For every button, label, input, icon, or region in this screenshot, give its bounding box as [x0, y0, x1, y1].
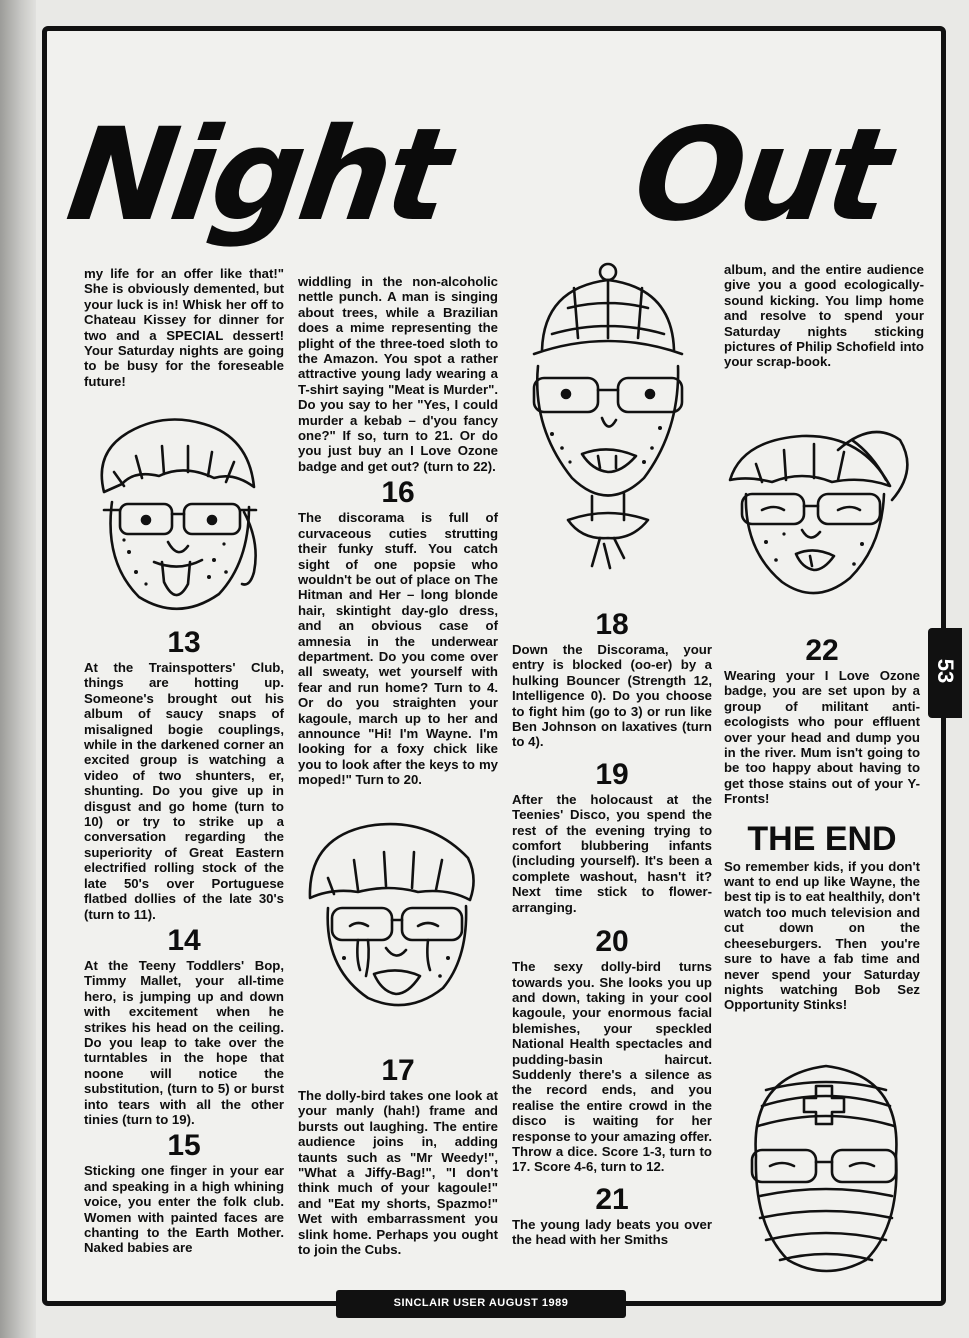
section-15-number: 15 [167, 1129, 201, 1163]
section-16-number: 16 [381, 476, 415, 510]
column-3 [512, 606, 712, 1248]
the-end-heading: THE END [747, 819, 897, 858]
title-word-night: Night [59, 101, 456, 250]
section-17-text: The dolly-bird takes one look at your manly (hah!) frame and bursts out laughing. The entire audience joins in, adding taunts such as "Mr Weedy!", "What a Jiffy-Bag!", "I don't think much of your kagoule!" and "Eat my shorts, Spazmo!" Wet with embarrassment you slink home. Perhaps you ought to join the Cubs. [298, 1088, 498, 1258]
footer-banner [336, 1290, 626, 1318]
column-2 [298, 274, 498, 788]
section-16-text: The discorama is full of curvaceous cuties strutting their funky stuff. You catch sight of one popsie who wouldn't be out of place on The Hitman and Her – long blonde hair, skintight day-glo dress, and an obvious case of amnesia in the underwear department. Do you come over all sweaty, wet yourself with fear and run home? Turn to 4. Or do you straighten your kagoule, march up to her and announce "Hi! I'm Wayne. I'm looking for a foxy chick like you to look after the keys to my moped!" Turn to 20. [298, 510, 498, 788]
section-17-number: 17 [381, 1054, 415, 1087]
the-end-text: So remember kids, if you don't want to end up like Wayne, the best tip is to eat healthily, don't watch too much television and cut down on the cheeseburgers. Then you're sure to have a fab time and never spend your Saturday nights watching Bob Sez Opportunity Stinks! [724, 858, 920, 1013]
col2-intro: widdling in the non-alcoholic nettle punch. A man is singing about trees, while a Brazilian does a mime representing the plight of the three-toed sloth to the Amazon. You spot a rather attractive young lady wearing a T-shirt saying "Meat is Murder". Do you say to her "Yes, I could murder a kebab – d'you fancy one?" If so, turn to 21. Or do you just buy an I Love Ozone badge and get out? (turn to 22). [298, 274, 498, 474]
section-22-number: 22 [805, 634, 839, 667]
section-20-number: 20 [595, 925, 629, 959]
wayne-face-crying-icon [298, 808, 488, 1018]
section-14-number: 14 [167, 923, 201, 957]
section-13-text: At the Trainspotters' Club, things are hotting up. Someone's brought out his album of saucy snaps of misaligned bogie couplings, while in the darkened corner an excited group is watching a video of two shunters, er, shunting. Do you give up in disgust and go home (turn to 10) or try to strike up a conversation regarding the superiority of Great Eastern electrified rolling stock of the late 50's over Portuguese flatbed dollies of the late 30's (turn to 11). [84, 660, 284, 922]
wayne-face-bandaged-icon [736, 1046, 916, 1286]
section-14-text: At the Teeny Toddlers' Bop, Timmy Mallet, your all-time hero, is jumping up and down with excitement when he strikes his head on the ceiling. Do you leap to take over the turntables in the hope that noone will notice the substitution, (turn to 5) or burst into tears with all the other tinies (turn to 19). [84, 957, 284, 1127]
section-18-number: 18 [595, 608, 629, 641]
section-13-number: 13 [167, 626, 201, 659]
wayne-face-cap-icon [512, 258, 712, 578]
section-18-text: Down the Discorama, your entry is blocked (oo-er) by a hulking Bouncer (Strength 12, Intelligence 0). Do you choose to fight him (go to 3) or run like Ben Johnson on laxatives (turn to 4). [512, 642, 712, 750]
column-2-lower [298, 1052, 498, 1257]
page-number: 53 [933, 658, 958, 684]
col4-intro: album, and the entire audience give you a good ecologically-sound kicking. You limp home and resolve to spend your Saturday nights sticking pictures of Philip Schofield into your scrap-book. [724, 262, 924, 370]
section-20-text: The sexy dolly-bird turns towards you. She looks you up and down, taking in your cool kagoule, your enormous facial blemishes, your speckled National Health spectacles and pudding-basin haircut. Suddenly there's a silence as the record ends, and you realise the entire crowd in the disco is waiting for her response to your amazing offer. Throw a dice. Score 1-3, turn to 17. Score 4-6, turn to 12. [512, 959, 712, 1175]
section-21-number: 21 [595, 1182, 629, 1216]
column-1-lower [84, 624, 284, 1256]
wayne-face-backwards-cap-icon [722, 410, 922, 610]
column-4 [724, 262, 924, 370]
col1-intro: my life for an offer like that!" She is obviously demented, but your luck is in! Whisk her off to Chateau Kissey for dinner for two and a SPECIAL dessert! Your Saturday nights are going to be busy for the foreseable future! [84, 266, 284, 389]
page-title [58, 88, 903, 264]
section-19-number: 19 [595, 757, 629, 791]
section-15-text: Sticking one finger in your ear and speaking in a high whining voice, you enter the folk club. Women with painted faces are chanting to the Earth Mother. Naked babies are [84, 1163, 284, 1256]
title-word-out: Out [625, 101, 896, 250]
page-spine [0, 0, 36, 1338]
section-19-text: After the holocaust at the Teenies' Disco, you spend the rest of the evening trying to comfort blubbering infants (including yourself). It's been a complete washout, hasn't it? Next time stick to flower-arranging. [512, 791, 712, 915]
wayne-face-tongue-icon [84, 412, 274, 622]
section-22-text: Wearing your I Love Ozone badge, you are set upon by a group of militant anti-ecologists who pour effluent over your head and dump you in the river. Mum isn't going to be too happy about having to get those stains out of your Y-Fronts! [724, 668, 920, 807]
column-4-lower [724, 632, 920, 1013]
column-1 [84, 266, 284, 389]
page-number-tab [928, 628, 962, 718]
section-21-text: The young lady beats you over the head with her Smiths [512, 1216, 712, 1248]
footer-text: SINCLAIR USER AUGUST 1989 [393, 1297, 569, 1309]
